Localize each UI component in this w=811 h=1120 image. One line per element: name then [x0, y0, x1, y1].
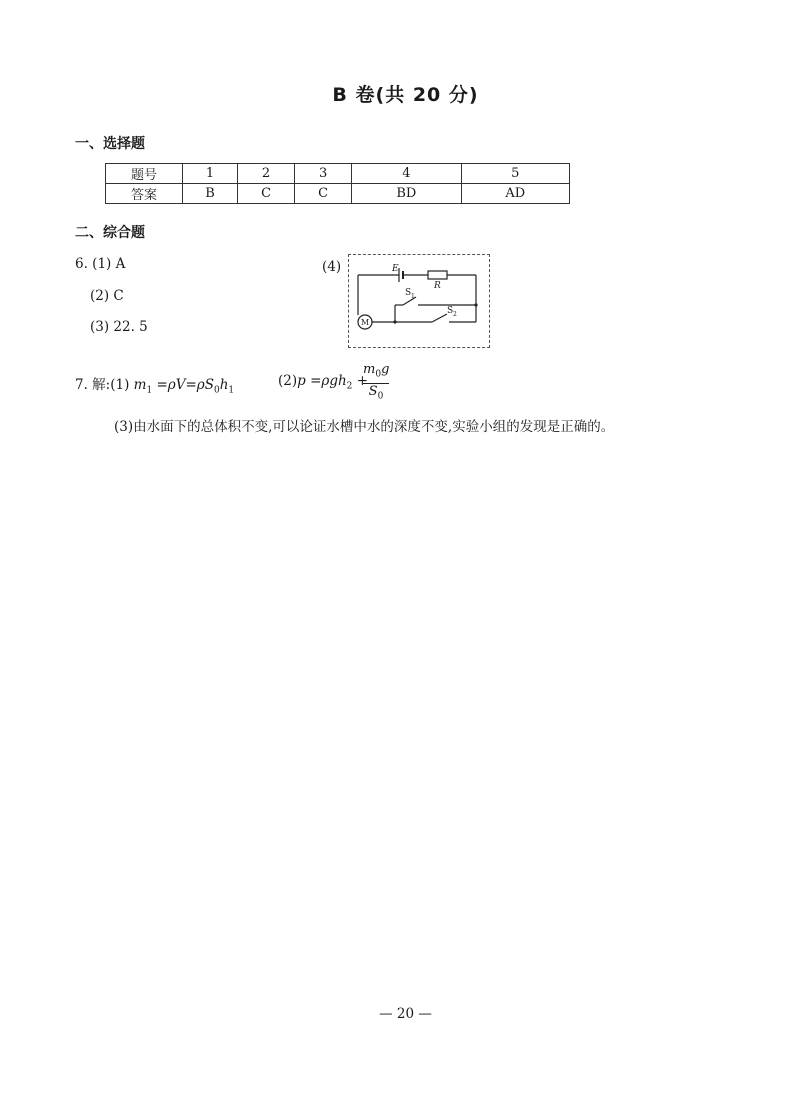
junction-dot [474, 303, 477, 306]
q7-formula1: $m_1 =\rho V=\rho S_0h_1$ [133, 377, 235, 396]
section-heading-comprehensive: 二、综合题 [75, 225, 145, 241]
circuit-diagram [348, 254, 490, 348]
table-cell: 1 [183, 164, 238, 184]
resistor-symbol [428, 271, 447, 279]
switch2-subscript: 2 [453, 311, 457, 318]
table-cell: 2 [238, 164, 295, 184]
table-cell: BD [352, 184, 461, 204]
table-cell: 答案 [106, 184, 183, 204]
switch1-label: S [405, 288, 412, 298]
q6-part3: (3) 22. 5 [90, 319, 148, 335]
table-cell: C [238, 184, 295, 204]
q6-part4-label: (4) [322, 259, 342, 275]
q7-part2-lead: (2) [278, 373, 298, 389]
answer-table [105, 163, 570, 204]
table-cell: 5 [461, 164, 570, 184]
table-row [106, 164, 570, 184]
table-cell: B [183, 184, 238, 204]
table-row [106, 184, 570, 204]
switch1-subscript: 1 [411, 293, 415, 300]
table-cell: 3 [295, 164, 352, 184]
q6-part2: (2) C [90, 288, 124, 304]
fraction-denominator: $S_0$ [368, 383, 384, 402]
table-cell: AD [461, 184, 570, 204]
switch-s2-blade [432, 314, 447, 322]
table-cell: C [295, 184, 352, 204]
q7-fraction [363, 362, 389, 404]
section-heading-choice: 一、选择题 [75, 136, 145, 152]
motor-label: M [361, 318, 370, 327]
q7-lead: 7. 解:(1) [75, 377, 130, 393]
q6-part1: 6. (1) A [75, 256, 126, 272]
battery-label: E [392, 264, 399, 274]
q7-formula2: p =ρgh$_2$ + [297, 373, 369, 392]
q7-part2 [278, 373, 368, 392]
fraction-numerator: $m_0g$ [363, 362, 389, 384]
page-number: — 20 — [379, 1006, 432, 1022]
paper-title: B 卷(共 20 分) [332, 84, 479, 106]
table-cell: 题号 [106, 164, 183, 184]
switch2-label: S [447, 306, 454, 316]
q7-part3: (3)由水面下的总体积不变,可以论证水槽中水的深度不变,实验小组的发现是正确的。 [114, 419, 615, 435]
resistor-label: R [434, 281, 441, 291]
q7-part1 [75, 373, 234, 396]
junction-dot [393, 320, 396, 323]
table-cell: 4 [352, 164, 461, 184]
